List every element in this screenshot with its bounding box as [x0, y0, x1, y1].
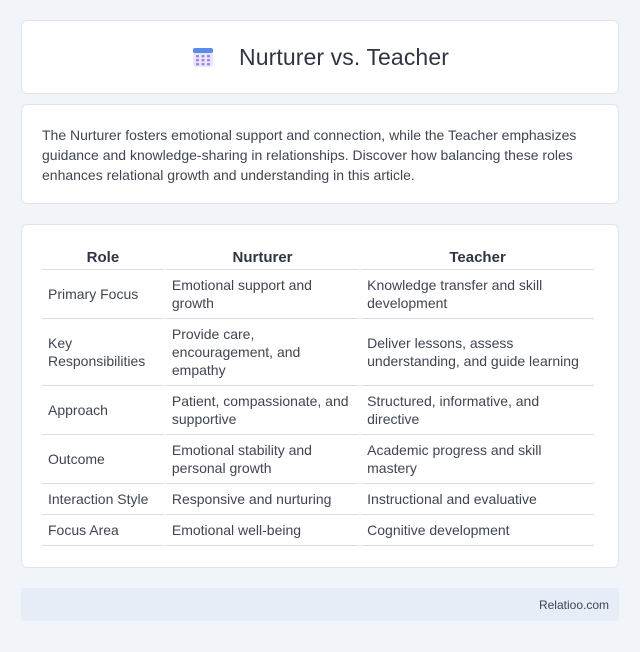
nurturer-cell: Patient, compassionate, and supportive: [166, 386, 359, 435]
row-label: Key Responsibilities: [42, 319, 164, 386]
table-row: [42, 319, 594, 386]
teacher-cell: Knowledge transfer and skill development: [361, 270, 594, 319]
row-label: Focus Area: [42, 515, 164, 546]
teacher-cell: Instructional and evaluative: [361, 484, 594, 515]
page-title: Nurturer vs. Teacher: [239, 43, 449, 70]
footer-bar: [21, 588, 619, 621]
intro-card: [21, 104, 619, 204]
nurturer-cell: Emotional stability and personal growth: [166, 435, 359, 484]
intro-paragraph: The Nurturer fosters emotional support and connection, while the Teacher emphasizes guidance and knowledge-sharing in relationships. Discover how balancing these roles enhances relational growth and understanding in this article.: [42, 127, 577, 183]
nurturer-cell: Emotional support and growth: [166, 270, 359, 319]
table-row: [42, 270, 594, 319]
table-row: [42, 435, 594, 484]
row-label: Primary Focus: [42, 270, 164, 319]
nurturer-cell: Provide care, encouragement, and empathy: [166, 319, 359, 386]
teacher-cell: Academic progress and skill mastery: [361, 435, 594, 484]
title-row: [191, 44, 449, 71]
header-nurturer: Nurturer: [166, 245, 359, 270]
header-teacher: Teacher: [361, 245, 594, 270]
row-label: Outcome: [42, 435, 164, 484]
row-label: Interaction Style: [42, 484, 164, 515]
footer-site-name: Relatioo.com: [538, 597, 609, 612]
table-row: [42, 386, 594, 435]
nurturer-cell: Responsive and nurturing: [166, 484, 359, 515]
title-card: [21, 20, 619, 94]
teacher-cell: Cognitive development: [361, 515, 594, 546]
header-role: Role: [42, 245, 164, 270]
table-row: [42, 484, 594, 515]
calendar-icon: [191, 45, 215, 69]
table-row: [42, 515, 594, 546]
teacher-cell: Deliver lessons, assess understanding, and guide learning: [361, 319, 594, 386]
nurturer-cell: Emotional well-being: [166, 515, 359, 546]
row-label: Approach: [42, 386, 164, 435]
teacher-cell: Structured, informative, and directive: [361, 386, 594, 435]
table-header-row: [42, 245, 594, 270]
comparison-table: [40, 245, 596, 546]
comparison-card: [21, 224, 619, 568]
